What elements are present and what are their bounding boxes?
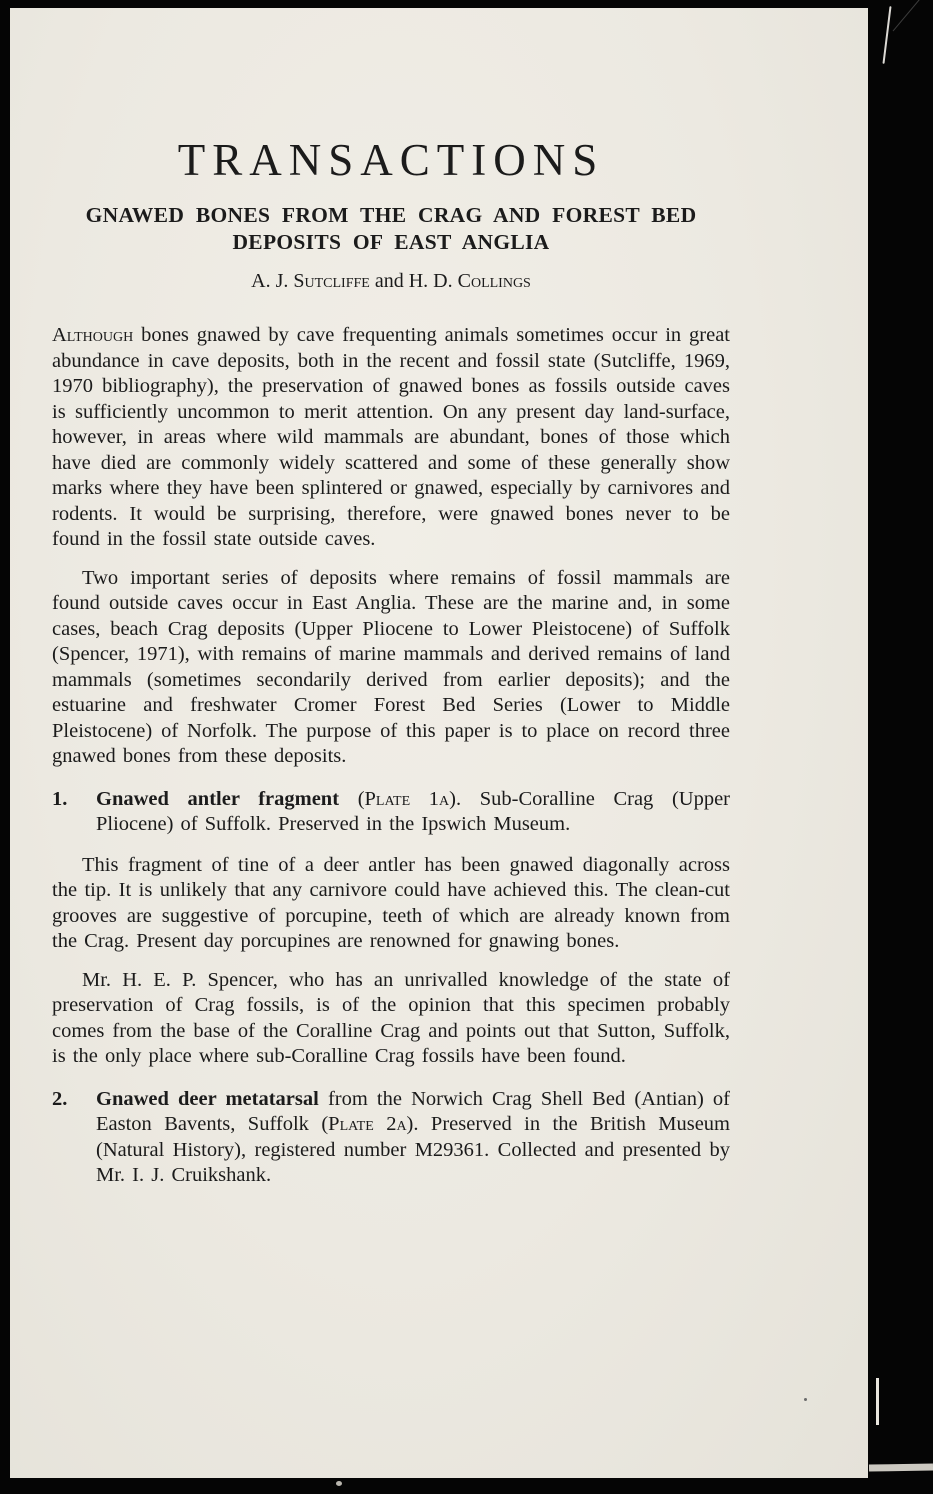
paragraph-antler-description: This fragment of tine of a deer antler has been gnawed diagonally across the tip. It is unlikely that any carnivore could have achieved this. The clean-cut grooves are suggestive of porcupine, teeth of which are already known from the Crag. Present day porcupines are renowned for gnawing bones. (52, 853, 730, 952)
intro-paragraph (52, 323, 730, 553)
intro-paragraph-text: bones gnawed by cave frequenting animals sometimes occur in great abundance in cave deposits, both in the recent and fossil state (Sutcliffe, 1969, 1970 bibliography), the preservation of gnawed bones as fossils outside caves is sufficiently uncommon to merit attention. On any present day land-surface, however, in areas where wild mammals are abundant, bones of those which have died are commonly widely scattered and some of these generally show marks where they have been splintered or gnawed, especially by carnivores and rodents. It would be surprising, therefore, were gnawed bones never to be found in the fossil state outside caves. (52, 324, 730, 550)
article-title-line-1: GNAWED BONES FROM THE CRAG AND FOREST BED (85, 203, 697, 227)
item-1-lead-bold: Gnawed antler fragment (96, 787, 340, 810)
numbered-item-2 (52, 1087, 730, 1189)
author-name-second: H. D. Collings (408, 270, 531, 292)
item-2-pre-plate: from the Norwich Crag Shell Bed (Antian) of Easton Bavents, Suffolk (96, 1087, 730, 1135)
scan-artifact-top-scratch (882, 6, 891, 64)
scan-artifact-corner-diagonal (893, 0, 921, 31)
author-conjunction: and (369, 270, 409, 292)
author-name-first: A. J. Sutcliffe (251, 270, 370, 292)
item-2-lead-bold: Gnawed deer metatarsal (96, 1087, 319, 1110)
paragraph-spencer-opinion: Mr. H. E. P. Spencer, who has an unrivalled knowledge of the state of preservation of Crag fossils, is of the opinion that this specimen probably comes from the base of the Coralline Crag and points out that Sutton, Suffolk, is the only place where sub-Coralline Crag fossils have been found. (52, 968, 730, 1067)
scan-artifact-right-line (876, 1378, 879, 1425)
article-title-line-2: DEPOSITS OF EAST ANGLIA (232, 230, 550, 254)
item-2-text: Preserved in the British Museum (Natural History), registered number M29361. Collected and presented by Mr. I. J. Cruikshank. (96, 1113, 730, 1186)
item-1-text: Sub-Coralline Crag (Upper Pliocene) of Suffolk. Preserved in the Ipswich Museum. (96, 787, 731, 835)
item-1-plate-reference: (Plate 1a). (357, 787, 462, 810)
item-2-number: 2. (52, 1087, 68, 1110)
journal-title: TRANSACTIONS (177, 135, 605, 185)
item-1-number: 1. (52, 787, 68, 810)
intro-leadword: Although (52, 324, 134, 346)
authors-line (52, 270, 730, 293)
page-content (52, 8, 730, 1189)
numbered-item-1 (52, 787, 730, 838)
item-2-plate-reference: (Plate 2a). (321, 1113, 419, 1135)
paragraph-deposits: Two important series of deposits where remains of fossil mammals are found outside caves occur in East Anglia. These are the marine and, in some cases, beach Crag deposits (Upper Pliocene to Lower Pleistocene) of Suffolk (Spencer, 1971), with remains of marine mammals and derived remains of land mammals (sometimes secondarily derived from earlier deposits); and the estuarine and freshwater Cromer Forest Bed Series (Lower to Middle Pleistocene) of Norfolk. The purpose of this paper is to place on record three gnawed bones from these deposits. (52, 566, 730, 767)
article-title (52, 202, 730, 256)
scan-artifact-page-dot (804, 1398, 807, 1401)
scan-artifact-bottom-dot (336, 1481, 342, 1486)
item-1-pre-plate (339, 788, 358, 810)
scan-artifact-bottom-streak (869, 1463, 933, 1471)
document-page (10, 8, 868, 1478)
